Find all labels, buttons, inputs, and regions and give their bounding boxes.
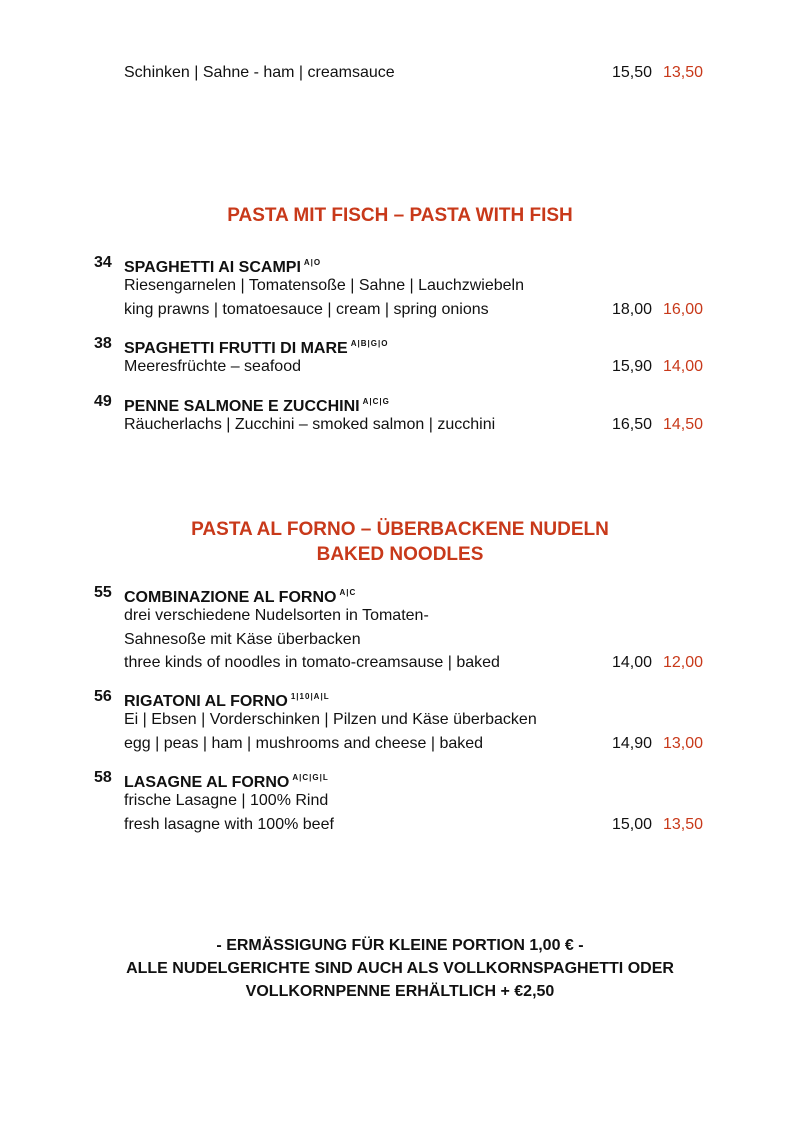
item-number: 55: [94, 584, 112, 601]
item-price-small: 13,50: [663, 816, 704, 833]
item-description: Schinken | Sahne - ham | creamsauce: [124, 64, 395, 81]
allergen-codes: A|C|G: [362, 397, 390, 406]
section-subheading-forno: BAKED NOODLES: [316, 544, 484, 565]
item-price-small: 16,00: [663, 301, 704, 318]
item-price-small: 14,50: [663, 416, 704, 433]
item-description: three kinds of noodles in tomato-creamsause | baked: [124, 654, 500, 671]
item-description: egg | peas | ham | mushrooms and cheese | baked: [124, 735, 484, 752]
item-number: 58: [94, 769, 112, 786]
wholegrain-note: ALLE NUDELGERICHTE SIND AUCH ALS VOLLKORNSPAGHETTI ODER: [126, 960, 674, 977]
item-name: SPAGHETTI AI SCAMPI $^{A|O}$: [124, 258, 322, 276]
item-number: 38: [94, 335, 112, 352]
item-name: COMBINAZIONE AL FORNO $^{A|C}$: [124, 588, 357, 606]
item-price: 15,00: [611, 816, 652, 833]
allergen-codes: A|O: [303, 258, 322, 267]
item-number: 49: [94, 393, 112, 410]
item-price-small: 12,00: [663, 654, 704, 671]
item-name: PENNE SALMONE E ZUCCHINI $^{A|C|G}$: [124, 397, 390, 415]
section-heading-fish: PASTA MIT FISCH – PASTA WITH FISH: [227, 205, 573, 226]
item-price-small: 13,50: [663, 64, 704, 81]
allergen-codes: A|B|G|O: [350, 339, 389, 348]
item-price: 16,50: [611, 416, 652, 433]
allergen-codes: A|C|G|L: [292, 773, 329, 782]
item-number: 56: [94, 688, 112, 705]
item-description: Räucherlachs | Zucchini – smoked salmon | zucchini: [124, 416, 496, 433]
item-description: Meeresfrüchte – seafood: [124, 358, 301, 375]
item-description: drei verschiedene Nudelsorten in Tomaten-: [124, 607, 429, 624]
allergen-codes: A|C: [339, 588, 357, 597]
discount-note: - ERMÄSSIGUNG FÜR KLEINE PORTION 1,00 € -: [216, 937, 584, 954]
item-price: 18,00: [611, 301, 652, 318]
item-number: 34: [94, 254, 112, 271]
item-price-small: 13,00: [663, 735, 704, 752]
item-description: king prawns | tomatoesauce | cream | spring onions: [124, 301, 489, 318]
allergen-codes: 1|10|A|L: [290, 692, 330, 701]
item-description: Sahnesoße mit Käse überbacken: [124, 631, 361, 648]
item-price: 15,50: [611, 64, 652, 81]
item-price: 15,90: [611, 358, 652, 375]
item-name: RIGATONI AL FORNO $^{1|10|A|L}$: [124, 692, 330, 710]
item-description: Riesengarnelen | Tomatensoße | Sahne | Lauchzwiebeln: [124, 277, 524, 294]
section-heading-forno: PASTA AL FORNO – ÜBERBACKENE NUDELN: [191, 519, 609, 540]
wholegrain-note-cont: VOLLKORNPENNE ERHÄLTLICH + €2,50: [245, 983, 555, 1000]
item-price: 14,00: [611, 654, 652, 671]
item-description: fresh lasagne with 100% beef: [124, 816, 334, 833]
item-name: SPAGHETTI FRUTTI DI MARE $^{A|B|G|O}$: [124, 339, 389, 357]
item-price-small: 14,00: [663, 358, 704, 375]
item-description: Ei | Ebsen | Vorderschinken | Pilzen und Käse überbacken: [124, 711, 537, 728]
item-price: 14,90: [611, 735, 652, 752]
item-name: LASAGNE AL FORNO $^{A|C|G|L}$: [124, 773, 329, 791]
item-description: frische Lasagne | 100% Rind: [124, 792, 329, 809]
